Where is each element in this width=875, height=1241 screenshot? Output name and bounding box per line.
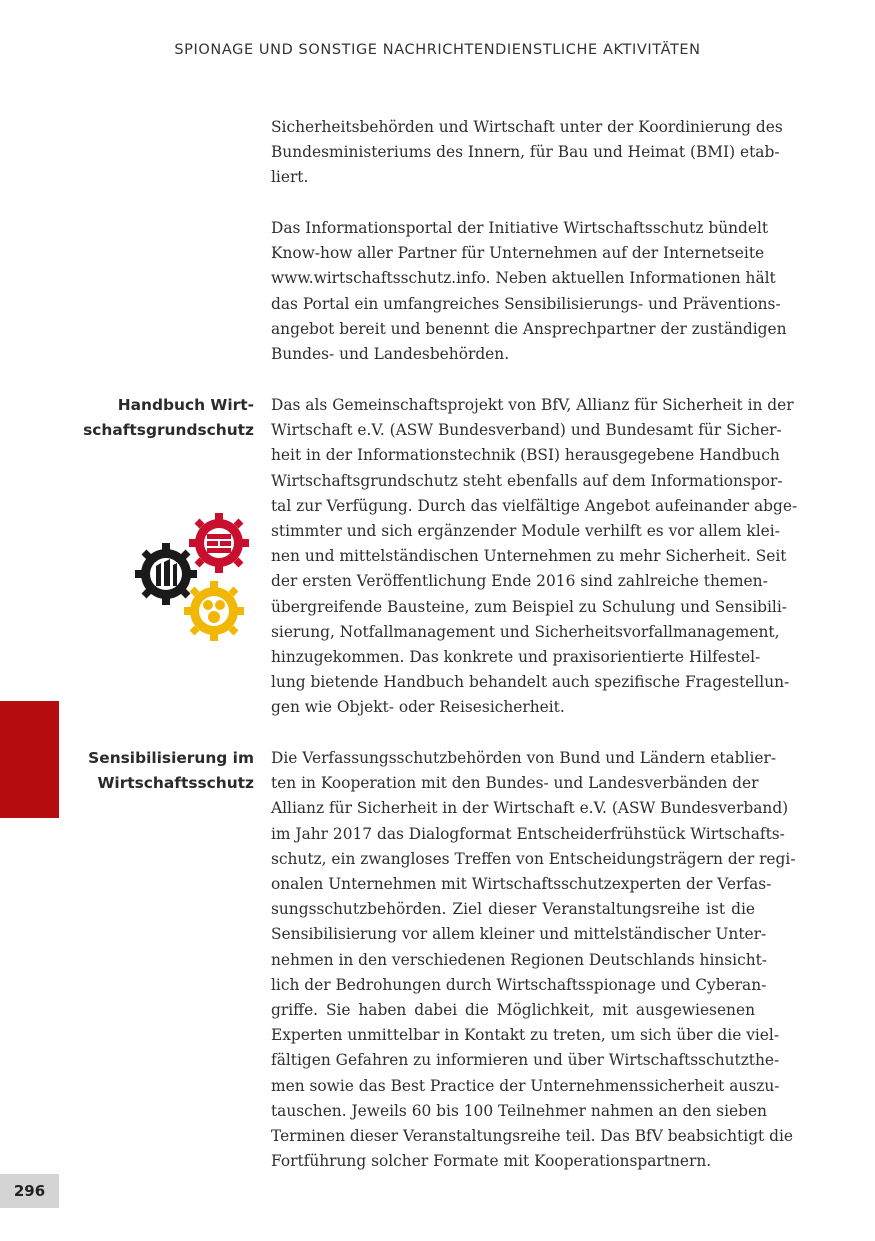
text-line: gen wie Objekt- oder Reisesicherheit. bbox=[271, 698, 565, 717]
wirtschaftsgrundschutz-gears-logo bbox=[130, 508, 255, 648]
text-line: griffe. Sie haben dabei die Möglichkeit, mit ausgewiesenen bbox=[271, 1001, 755, 1020]
text-line: heit in der Informationstechnik (BSI) herausgegebene Handbuch bbox=[271, 446, 780, 465]
text-line: im Jahr 2017 das Dialogformat Entscheiderfrühstück Wirtschafts- bbox=[271, 824, 785, 843]
text-line: lich der Bedrohungen durch Wirtschaftsspionage und Cyberan- bbox=[271, 975, 767, 994]
text-line: Bundesministeriums des Innern, für Bau und Heimat (BMI) etab- bbox=[271, 143, 780, 162]
text-line: übergreifende Bausteine, zum Beispiel zu Schulung und Sensibili- bbox=[271, 597, 787, 616]
text-line: Know-how aller Partner für Unternehmen auf der Internetseite bbox=[271, 244, 765, 263]
paragraph-handbuch bbox=[271, 393, 798, 721]
text-line: Das als Gemeinschaftsprojekt von BfV, Allianz für Sicherheit in der bbox=[271, 396, 794, 414]
text-line: lung bietende Handbuch behandelt auch spezifische Fragestellun- bbox=[271, 673, 790, 692]
text-line: sungsschutzbehörden. Ziel dieser Veranstaltungsreihe ist die bbox=[271, 900, 755, 919]
text-line: sierung, Notfallmanagement und Sicherheitsvorfallmanagement, bbox=[271, 622, 780, 641]
text-line: Wirtschaftsgrundschutz steht ebenfalls auf dem Informationspor- bbox=[271, 471, 783, 490]
text-line: ten in Kooperation mit den Bundes- und Landesverbänden der bbox=[271, 774, 759, 793]
paragraph-intro-continuation bbox=[271, 115, 783, 191]
side-heading-handbuch bbox=[60, 393, 254, 443]
heading-line: Sensibilisierung im bbox=[88, 749, 254, 767]
text-line: www.wirtschaftsschutz.info. Neben aktuellen Informationen hält bbox=[271, 269, 776, 288]
text-line: Die Verfassungsschutzbehörden von Bund und Ländern etablier- bbox=[271, 749, 777, 767]
text-line: Sensibilisierung vor allem kleiner und mittelständischer Unter- bbox=[271, 925, 767, 944]
text-line: nehmen in den verschiedenen Regionen Deutschlands hinsicht- bbox=[271, 950, 768, 969]
heading-line: schaftsgrundschutz bbox=[83, 421, 254, 440]
side-heading-sensibilisierung bbox=[60, 746, 254, 796]
text-line: onalen Unternehmen mit Wirtschaftsschutzexperten der Verfas- bbox=[271, 875, 772, 894]
chapter-color-tab bbox=[0, 701, 59, 818]
text-line: fältigen Gefahren zu informieren und über Wirtschaftsschutzthe- bbox=[271, 1051, 780, 1070]
heading-line: Handbuch Wirt- bbox=[117, 396, 254, 414]
text-line: Allianz für Sicherheit in der Wirtschaft e.V. (ASW Bundesverband) bbox=[271, 799, 789, 818]
yellow-gear-icon bbox=[184, 581, 244, 641]
text-line: nen und mittelständischen Unternehmen zu mehr Sicherheit. Seit bbox=[271, 547, 787, 566]
text-line: der ersten Veröffentlichung Ende 2016 sind zahlreiche themen- bbox=[271, 572, 768, 591]
text-line: stimmter und sich ergänzender Module verhilft es vor allem klei- bbox=[271, 522, 780, 541]
paragraph-informationsportal bbox=[271, 216, 787, 367]
text-line: Sicherheitsbehörden und Wirtschaft unter der Koordinierung des bbox=[271, 118, 783, 136]
black-gear-icon bbox=[135, 543, 197, 605]
text-line: schutz, ein zwangloses Treffen von Entscheidungsträgern der regi- bbox=[271, 849, 796, 868]
text-line: liert. bbox=[271, 168, 309, 187]
text-line: Experten unmittelbar in Kontakt zu treten, um sich über die viel- bbox=[271, 1026, 780, 1045]
text-line: Wirtschaft e.V. (ASW Bundesverband) und Bundesamt für Sicher- bbox=[271, 421, 782, 440]
text-line: tal zur Verfügung. Durch das vielfältige Angebot aufeinander abge- bbox=[271, 496, 798, 515]
text-line: angebot bereit und benennt die Ansprechpartner der zuständigen bbox=[271, 319, 787, 338]
page-number: 296 bbox=[0, 1174, 59, 1208]
paragraph-sensibilisierung bbox=[271, 746, 796, 1174]
text-line: Fortführung solcher Formate mit Kooperationspartnern. bbox=[271, 1152, 712, 1171]
heading-line: Wirtschaftsschutz bbox=[97, 774, 254, 793]
running-header: SPIONAGE UND SONSTIGE NACHRICHTENDIENSTLICHE AKTIVITÄTEN bbox=[174, 42, 701, 58]
red-gear-icon bbox=[189, 513, 249, 573]
text-line: Das Informationsportal der Initiative Wirtschaftsschutz bündelt bbox=[271, 219, 769, 237]
text-line: Terminen dieser Veranstaltungsreihe teil. Das BfV beabsichtigt die bbox=[271, 1127, 794, 1146]
text-line: tauschen. Jeweils 60 bis 100 Teilnehmer nahmen an den sieben bbox=[271, 1101, 767, 1120]
text-line: men sowie das Best Practice der Unternehmenssicherheit auszu- bbox=[271, 1076, 780, 1095]
text-line: Bundes- und Landesbehörden. bbox=[271, 345, 510, 364]
text-line: das Portal ein umfangreiches Sensibilisierungs- und Präventions- bbox=[271, 294, 781, 313]
text-line: hinzugekommen. Das konkrete und praxisorientierte Hilfestel- bbox=[271, 648, 761, 667]
